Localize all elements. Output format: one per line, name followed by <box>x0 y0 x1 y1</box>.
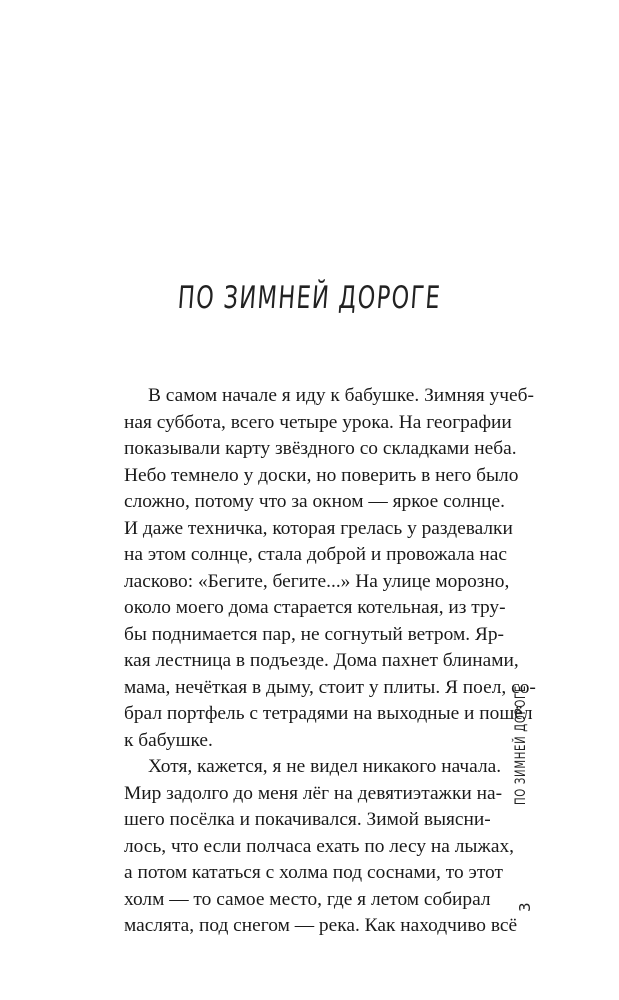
text-line: показывали карту звёздного со складками неба. <box>124 438 517 459</box>
text-line: сложно, потому что за окном — яркое солнце. <box>124 491 506 512</box>
text-line: лось, что если полчаса ехать по лесу на лыжах, <box>124 835 514 857</box>
text-line: к бабушке. <box>124 729 213 751</box>
text-line: маслята, под снегом — река. Как находчиво всё <box>124 915 518 936</box>
running-head-text: ПО ЗИМНЕЙ ДОРОГЕ <box>513 685 529 805</box>
text-line: а потом кататься с холма под соснами, то этот <box>124 862 503 883</box>
text-line: кая лестница в подъезде. Дома пахнет блинами, <box>124 650 519 671</box>
text-line: И даже техничка, которая грелась у раздевалки <box>124 517 513 539</box>
text-line: мама, нечёткая в дыму, стоит у плиты. Я поел, со- <box>124 676 536 698</box>
text-line: холм — то самое место, где я летом собирал <box>124 888 491 910</box>
text-line: брал портфель с тетрадями на выходные и пошёл <box>124 703 533 724</box>
text-line: В самом начале я иду к бабушке. Зимняя учеб- <box>148 385 534 406</box>
chapter-title: ПО ЗИМНЕЙ ДОРОГЕ <box>176 280 443 316</box>
text-line: Мир задолго до меня лёг на девятиэтажки на- <box>124 782 503 804</box>
text-line: на этом солнце, стала доброй и провожала нас <box>124 544 507 565</box>
page-number: 3 <box>516 902 534 912</box>
text-line: бы поднимается пар, не согнутый ветром. Яр- <box>124 623 505 645</box>
text-line: ласково: «Бегите, бегите...» На улице морозно, <box>124 570 510 592</box>
running-head <box>513 638 529 805</box>
text-line: Небо темнело у доски, но поверить в него было <box>124 464 519 486</box>
text-line: Хотя, кажется, я не видел никакого начала. <box>148 756 502 777</box>
text-line: ная суббота, всего четыре урока. На географии <box>124 411 512 433</box>
text-line: около моего дома старается котельная, из тру- <box>124 597 506 618</box>
text-line: шего посёлка и покачивался. Зимой выясни- <box>124 809 491 830</box>
